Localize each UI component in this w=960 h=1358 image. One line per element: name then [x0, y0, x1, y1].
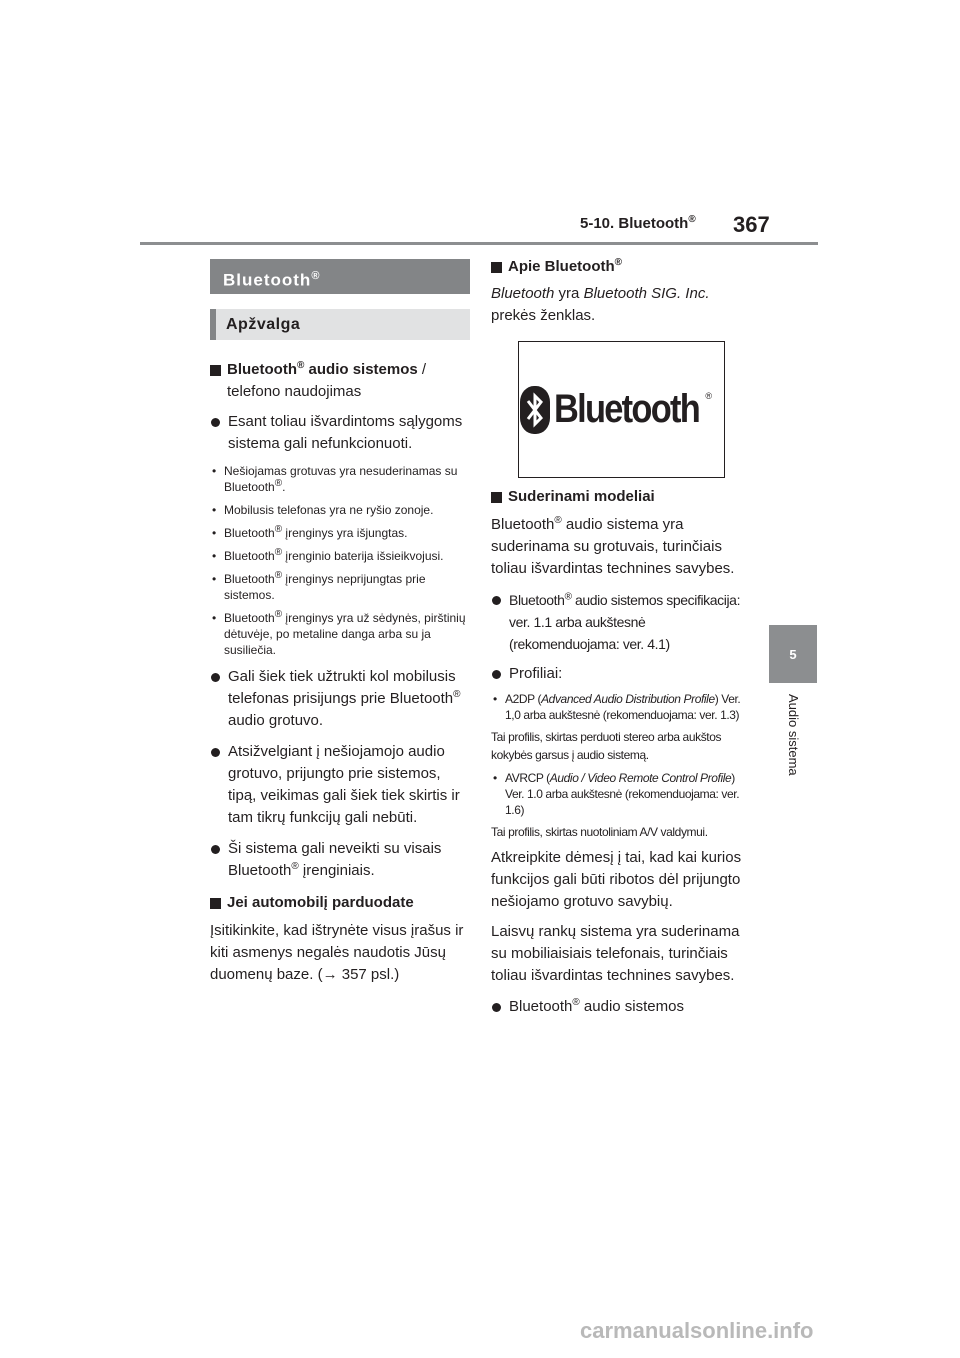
heading-text: Bluetooth	[227, 361, 297, 378]
trademark-text: yra	[554, 285, 584, 302]
heading-compatible-models: Suderinami modeliai	[491, 486, 753, 508]
registered-mark: ®	[274, 478, 283, 489]
paragraph-handsfree: Laisvų rankų sistema yra suderinama su mobiliaisiais telefonais, turinčiais toliau išvardintas technines savybes.	[491, 923, 740, 984]
sub-bullet-text: Bluetooth	[224, 526, 275, 540]
registered-mark: ®	[274, 609, 283, 620]
chapter-title-bar	[210, 259, 470, 294]
registered-mark: ®	[705, 391, 712, 401]
heading-text: / telefono naudojimas	[227, 361, 427, 400]
sub-bullet-text: Bluetooth	[224, 611, 275, 625]
heading-about-bluetooth	[491, 256, 753, 278]
sub-bullet-text: ) Ver. 1,0 arba aukštesnė (rekomenduojama: ver. 1.3)	[505, 692, 741, 722]
paragraph-limitations: Atkreipkite dėmesį į tai, kad kai kurios funkcijos gali būti ribotos dėl prijungto nešiojamo grotuvo savybių.	[491, 849, 742, 910]
registered-mark: ®	[274, 524, 283, 535]
bullet-compatibility	[210, 838, 470, 882]
sub-bullet-text: Advanced Audio Distribution Profile	[541, 692, 715, 706]
subtitle-bar: Apžvalga	[210, 309, 470, 340]
sub-bullet-text: įrenginys neprijungtas prie sistemos.	[224, 572, 426, 602]
bullet-text: Bluetooth	[509, 998, 573, 1015]
header-rule	[140, 242, 818, 245]
logo-wordmark: Bluetooth	[554, 387, 700, 431]
sub-bullet-text: Audio / Video Remote Control Profile	[549, 771, 732, 785]
bullet-player-type: Atsižvelgiant į nešiojamojo audio grotuvo, prijungto prie sistemos, tipą, veikimas gali šiek tiek skirtis ir tam tikrų funkcijų gali nebūti.	[210, 741, 470, 829]
sub-bullet	[210, 525, 470, 541]
registered-mark: ®	[614, 257, 623, 268]
sub-bullet-text: įrenginys yra išjungtas.	[282, 526, 408, 540]
page-number: 367	[733, 212, 770, 237]
registered-mark: ®	[311, 270, 321, 282]
section-title	[580, 214, 696, 232]
heading-selling-car: Jei automobilį parduodate	[210, 892, 470, 914]
sub-bullet-avrcp	[491, 770, 753, 818]
bluetooth-rune-icon	[520, 386, 550, 434]
sub-bullet	[210, 463, 470, 495]
registered-mark: ®	[554, 515, 562, 526]
bullet-text: Bluetooth	[509, 592, 565, 608]
bullet-audio-system	[491, 996, 753, 1018]
registered-mark: ®	[564, 591, 572, 603]
paragraph-audio-compatibility	[491, 514, 753, 580]
note-avrcp: Tai profilis, skirtas nuotoliniam A/V valdymui.	[491, 825, 708, 839]
chapter-label: Audio sistema	[786, 694, 801, 776]
chapter-title: Bluetooth	[223, 270, 312, 290]
heading-text: audio sistemos	[304, 361, 418, 378]
registered-mark: ®	[453, 689, 461, 700]
paragraph-text: Bluetooth	[491, 516, 555, 533]
bullet-text: įrenginiais.	[298, 862, 375, 879]
bluetooth-logo	[518, 341, 725, 478]
sub-bullet-text: įrenginio baterija išsieikvojusi.	[282, 549, 444, 563]
registered-mark: ®	[291, 861, 299, 872]
bullet-text: audio sistemos specifikacija: ver. 1.1 arba aukštesnė (rekomenduojama: ver. 4.1)	[509, 592, 741, 652]
watermark: carmanualsonline.info	[580, 1318, 814, 1343]
sub-bullet-text: ) Ver. 1.0 arba aukštesnė (rekomenduojama: ver. 1.6)	[505, 771, 740, 817]
paragraph-delete-data: Įsitikinkite, kad ištrynėte visus įrašus ir kiti asmenys negalės naudotis Jūsų duomenų baze. (→ 357 psl.)	[210, 922, 464, 983]
section-title-text: 5-10. Bluetooth	[580, 215, 689, 232]
sub-bullet: • Mobilusis telefonas yra ne ryšio zonoje.	[210, 502, 470, 518]
trademark-text: prekės ženklas.	[491, 307, 596, 324]
paragraph-text: audio sistema yra suderinama su grotuvais, turinčiais toliau išvardintas technines savybes.	[491, 516, 735, 577]
sub-bullet-text: įrenginys yra už sėdynės, pirštinių dėtuvėje, po metaline danga arba su ja susiliečia.	[224, 611, 466, 657]
bullet-text: audio sistemos	[579, 998, 684, 1015]
sub-bullet	[210, 610, 470, 658]
sub-bullet-a2dp	[491, 691, 753, 723]
registered-mark: ®	[296, 360, 305, 371]
sub-bullet	[210, 571, 470, 603]
sub-bullet-text: A2DP (	[505, 692, 542, 706]
right-column	[491, 256, 753, 1018]
note-a2dp: Tai profilis, skirtas perduoti stereo arba aukštos kokybės garsus į audio sistemą.	[491, 730, 722, 762]
trademark-text: Bluetooth SIG. Inc.	[583, 285, 710, 302]
sub-bullet-text: AVRCP (	[505, 771, 550, 785]
bullet-conditions: Esant toliau išvardintoms sąlygoms sistema gali nefunkcionuoti.	[210, 411, 470, 455]
registered-mark: ®	[572, 997, 580, 1008]
sub-bullet-text: Bluetooth	[224, 549, 275, 563]
bullet-spec-version	[491, 589, 753, 655]
trademark-text: Bluetooth	[491, 285, 555, 302]
bullet-text: audio grotuvo.	[228, 712, 324, 729]
sub-bullet	[210, 548, 470, 564]
bullet-text: Gali šiek tiek užtrukti kol mobilusis telefonas prisijungs prie Bluetooth	[228, 668, 456, 707]
heading-text: Apie Bluetooth	[508, 258, 615, 275]
sub-bullet-text: Nešiojamas grotuvas yra nesuderinamas su Bluetooth	[224, 464, 458, 494]
bullet-connect-delay	[210, 666, 470, 732]
registered-mark: ®	[688, 214, 696, 225]
registered-mark: ®	[274, 570, 283, 581]
left-column	[210, 259, 470, 986]
bullet-text: Ši sistema gali neveikti su visais Bluetooth	[228, 840, 442, 879]
chapter-tab: 5	[769, 625, 817, 683]
sub-bullet-text: Bluetooth	[224, 572, 275, 586]
heading-usage	[210, 359, 470, 403]
sub-bullet-text: .	[282, 480, 286, 494]
bullet-profiles: Profiliai:	[491, 663, 753, 685]
paragraph-trademark	[491, 283, 753, 327]
registered-mark: ®	[274, 547, 283, 558]
